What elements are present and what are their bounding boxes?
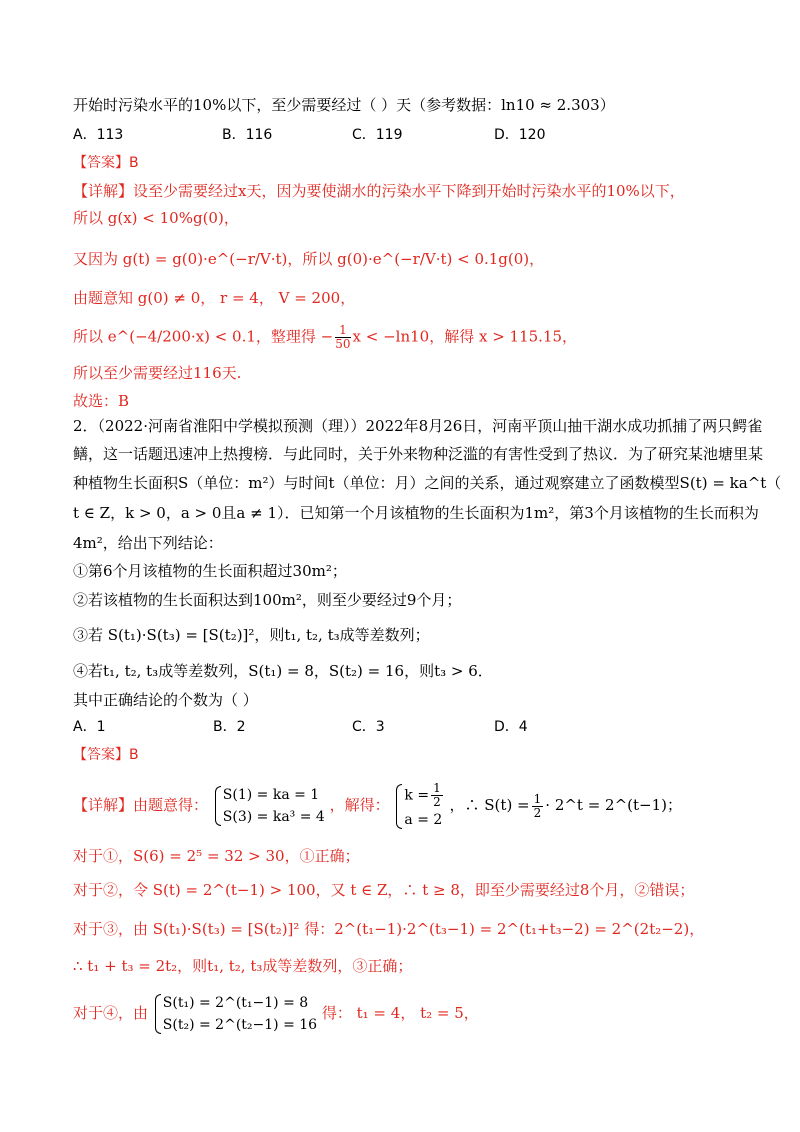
q2-stem-5: 4m²，给出下列结论： <box>73 534 223 552</box>
q1-fraction-1-50 <box>335 324 350 351</box>
q1-frac-num: 1 <box>335 324 350 338</box>
q2-answer: 【答案】B <box>73 747 139 763</box>
q2-stem-4: t ∈ Z，k > 0，a > 0且a ≠ 1）．已知第一个月该植物的生长面积为1m²，第3个月该植物的生长而积为 <box>73 504 759 522</box>
q2-stem-3: 种植物生长面积S（单位：m²）与时间t（单位：月）之间的关系，通过观察建立了函数模型S(t) = ka^t（ <box>73 474 782 492</box>
q2-system-2-eq1: S(t₁) = 2^(t₁−1) = 8 <box>162 995 309 1011</box>
q2-stem-1: 2．（2022·河南省淮阳中学模拟预测（理））2022年8月26日，河南平顶山抽干湖水成功抓捕了两只鳄雀 <box>73 417 763 435</box>
q1-detail-5-b: x < −ln10，解得 x > 115.15， <box>352 327 578 346</box>
q2-system-1-eq1: S(1) = ka = 1 <box>222 787 320 803</box>
q2-detail-6-tail: 得： t₁ = 4， t₂ = 5， <box>321 1004 479 1022</box>
q1-detail-5-a: 所以 e^(−4/200·x) < 0.1，整理得 − <box>73 327 334 346</box>
q2-detail-3: 对于②，令 S(t) = 2^(t−1) > 100，又 t ∈ Z，∴ t ≥ 8，即至少需要经过8个月，②错误； <box>73 881 695 899</box>
q2-detail-6-label: 对于④，由 <box>73 1004 149 1022</box>
q1-detail-4: 由题意知 g(0) ≠ 0， r = 4， V = 200， <box>73 289 356 307</box>
q2-stem-2: 鳝，这一话题迅速冲上热搜榜．与此同时，关于外来物种泛滥的有害性受到了热议．为了研究某池塘里某 <box>73 445 764 463</box>
q2-conclusion-4: ④若t₁, t₂, t₃成等差数列，S(t₁) = 8，S(t₂) = 16，则t₃ > 6． <box>73 662 493 680</box>
q2-solution-k-label: k = <box>404 787 430 803</box>
q2-detail-1-mid: ，解得： <box>329 796 390 814</box>
q2-frac-den: 2 <box>533 805 542 820</box>
q2-system-1 <box>213 784 325 828</box>
q2-solution-a: a = 2 <box>404 811 443 828</box>
q2-detail-1-label: 【详解】由题意得： <box>73 796 209 814</box>
q1-option-c: C．119 <box>352 127 403 143</box>
q1-detail-3: 又因为 g(t) = g(0)·e^(−r/V·t)，所以 g(0)·e^(−r/V·t) < 0.1g(0)， <box>73 250 545 268</box>
q2-option-c: C．3 <box>352 719 385 735</box>
q2-detail-6 <box>73 988 479 1038</box>
q1-frac-den: 50 <box>335 337 351 351</box>
q1-answer: 【答案】B <box>73 155 139 171</box>
q2-system-2-eq2: S(t₂) = 2^(t₂−1) = 16 <box>162 1017 318 1033</box>
q2-solution-k-den: 2 <box>433 794 441 809</box>
q2-detail-5: ∴ t₁ + t₃ = 2t₂，则t₁, t₂, t₃成等差数列，③正确； <box>73 957 413 975</box>
q2-solution-k <box>404 782 444 809</box>
q2-option-a: A．1 <box>73 719 106 735</box>
q2-system-1-eq2: S(3) = ka³ = 4 <box>222 809 325 825</box>
q1-option-a: A．113 <box>73 127 124 143</box>
q1-stem-line: 开始时污染水平的10%以下，至少需要经过（ ）天（参考数据：ln10 ≈ 2.303） <box>73 96 615 114</box>
q2-ask: 其中正确结论的个数为（ ） <box>73 691 258 709</box>
q2-option-d: D．4 <box>494 719 528 735</box>
q2-detail-1-tail-b: · 2^t = 2^(t−1)； <box>545 796 683 814</box>
q1-detail-5 <box>73 324 577 351</box>
q2-solution-k-num: 1 <box>433 780 441 795</box>
q1-option-b: B．116 <box>222 127 273 143</box>
q1-detail-6: 所以至少需要经过116天. <box>73 364 242 382</box>
q2-detail-4: 对于③，由 S(t₁)·S(t₃) = [S(t₂)]² 得：2^(t₁−1)·2^(t₃−1) = 2^(t₁+t₃−2) = 2^(2t₂−2)， <box>73 920 705 938</box>
q2-conclusion-3: ③若 S(t₁)·S(t₃) = [S(t₂)]²，则t₁, t₂, t₃成等差数列； <box>73 626 430 644</box>
q2-solution-k-frac <box>431 782 443 809</box>
q1-detail-7: 故选：B <box>73 392 130 410</box>
q2-detail-1 <box>73 775 682 835</box>
q2-system-2 <box>153 992 317 1036</box>
q2-conclusion-1: ①第6个月该植物的生长面积超过30m²； <box>73 562 347 580</box>
q2-conclusion-2: ②若该植物的生长面积达到100m²，则至少要经过9个月； <box>73 591 462 609</box>
q1-option-d: D．120 <box>494 127 546 143</box>
q1-detail-1: 【详解】设至少需要经过x天，因为要使湖水的污染水平下降到开始时污染水平的10%以下， <box>73 182 685 200</box>
q2-frac-num: 1 <box>533 791 542 806</box>
q2-detail-1-tail-a: ，∴ S(t) = <box>449 796 530 814</box>
q2-solution-system <box>394 782 444 831</box>
q2-detail-2: 对于①，S(6) = 2⁵ = 32 > 30，①正确； <box>73 847 360 865</box>
q1-detail-2: 所以 g(x) < 10%g(0)， <box>73 209 239 227</box>
q2-fraction-half <box>532 793 544 820</box>
q2-option-b: B．2 <box>213 719 246 735</box>
